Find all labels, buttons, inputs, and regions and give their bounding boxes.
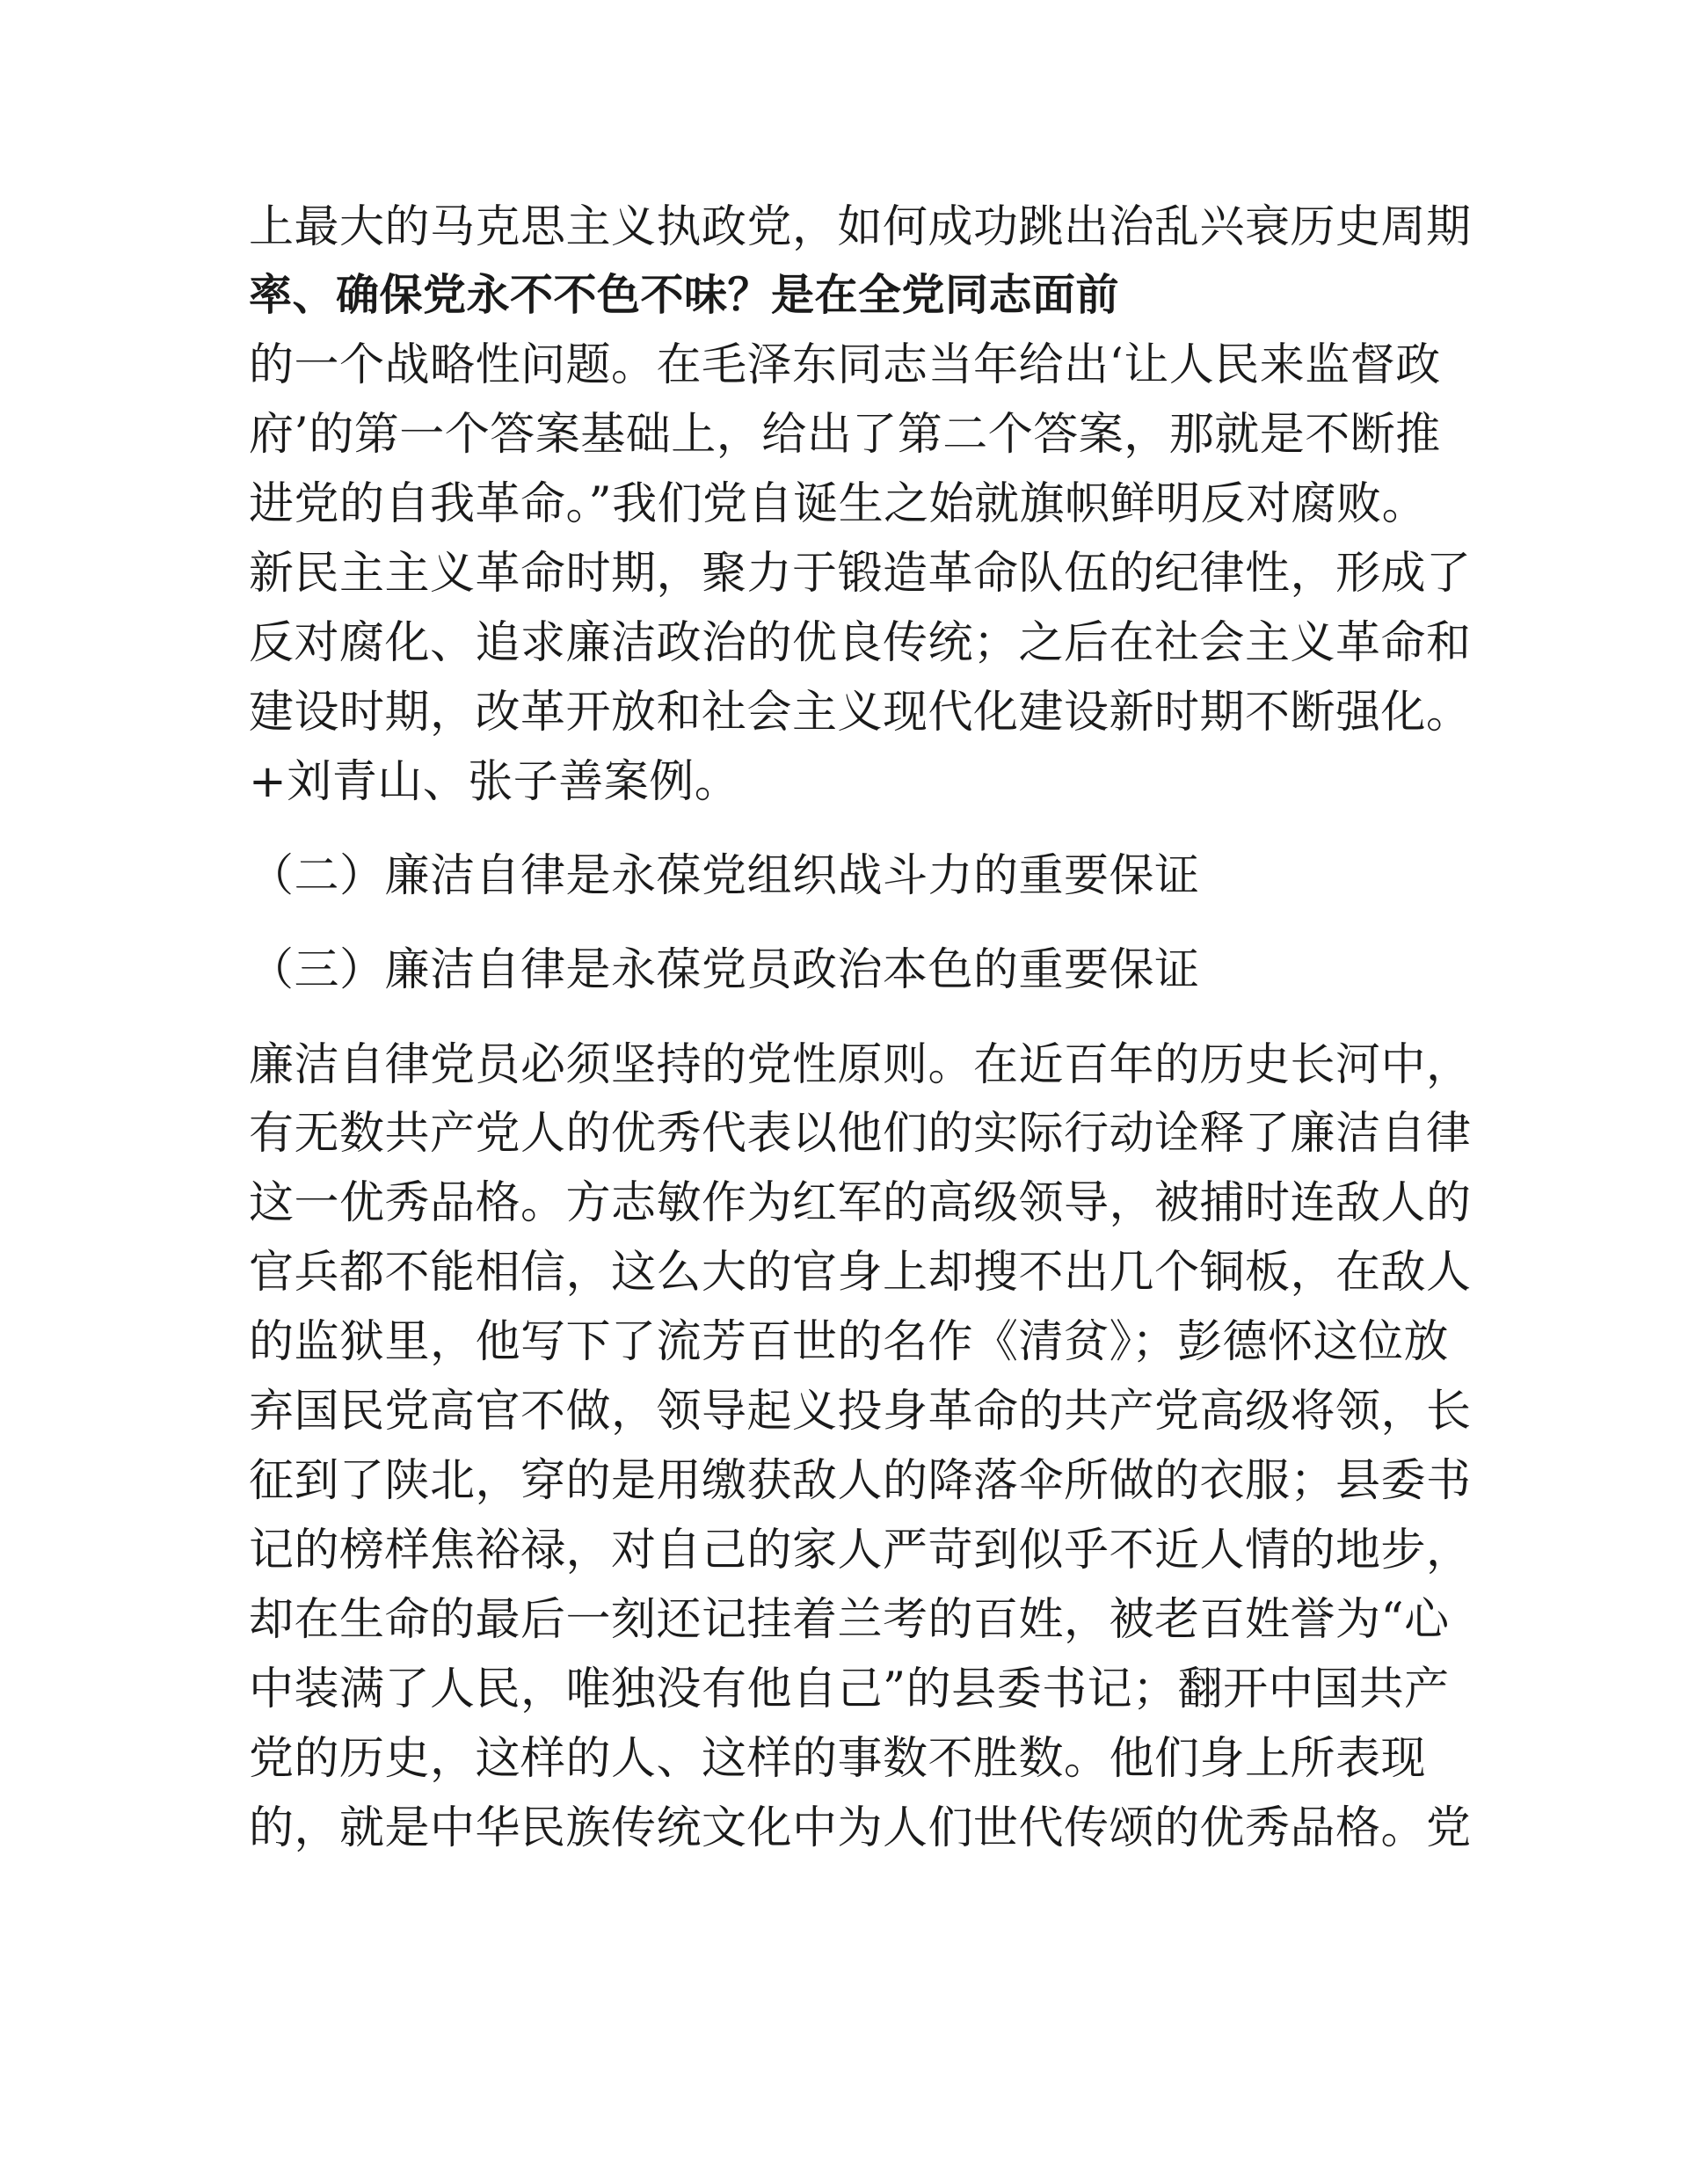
text-line: 这一优秀品格。方志敏作为红军的高级领导，被捕时连敌人的 bbox=[249, 1177, 1472, 1229]
text-line: 建设时期，改革开放和社会主义现代化建设新时期不断强化。 bbox=[249, 687, 1472, 739]
text-line: 记的榜样焦裕禄，对自己的家人严苛到似乎不近人情的地步， bbox=[249, 1525, 1472, 1576]
text-line: 率、确保党永不不色不味？是在全党同志面前 bbox=[249, 270, 1120, 320]
text-line: 官兵都不能相信，这么大的官身上却搜不出几个铜板，在敌人 bbox=[249, 1247, 1472, 1299]
text-line: 新民主主义革命时期，聚力于锻造革命队伍的纪律性，形成了 bbox=[249, 548, 1472, 600]
text-line: 的一个战略性问题。在毛泽东同志当年给出‘让人民来监督政 bbox=[249, 339, 1441, 391]
section-heading-2: （二）廉洁自律是永葆党组织战斗力的重要保证 bbox=[249, 850, 1200, 902]
text-line: +刘青山、张子善案例。 bbox=[249, 756, 740, 808]
text-line: 却在生命的最后一刻还记挂着兰考的百姓，被老百姓誉为“心 bbox=[249, 1594, 1450, 1646]
text-line: 中装满了人民，唯独没有他自己”的县委书记；翻开中国共产 bbox=[249, 1663, 1450, 1715]
text-line: 进党的自我革命。”我们党自诞生之始就旗帜鲜明反对腐败。 bbox=[249, 478, 1428, 530]
text-line: 府’的第一个答案基础上，给出了第二个答案，那就是不断推 bbox=[249, 409, 1441, 461]
text-line: 反对腐化、追求廉洁政治的优良传统；之后在社会主义革命和 bbox=[249, 617, 1472, 669]
text-line: 有无数共产党人的优秀代表以他们的实际行动诠释了廉洁自律 bbox=[249, 1108, 1472, 1160]
text-line: 征到了陕北，穿的是用缴获敌人的降落伞所做的衣服；县委书 bbox=[249, 1455, 1472, 1507]
text-line: 的，就是中华民族传统文化中为人们世代传颂的优秀品格。党 bbox=[249, 1802, 1472, 1854]
text-line: 弃国民党高官不做，领导起义投身革命的共产党高级将领，长 bbox=[249, 1386, 1472, 1438]
section-heading-3: （三）廉洁自律是永葆党员政治本色的重要保证 bbox=[249, 944, 1200, 996]
text-line: 的监狱里，他写下了流芳百世的名作《清贫》；彭德怀这位放 bbox=[249, 1316, 1450, 1368]
text-line: 上最大的马克思主义执政党，如何成功跳出治乱兴衰历史周期 bbox=[249, 201, 1472, 253]
text-line: 廉洁自律党员必须坚持的党性原则。在近百年的历史长河中， bbox=[249, 1039, 1472, 1091]
text-line: 党的历史，这样的人、这样的事数不胜数。他们身上所表现 bbox=[249, 1733, 1427, 1785]
